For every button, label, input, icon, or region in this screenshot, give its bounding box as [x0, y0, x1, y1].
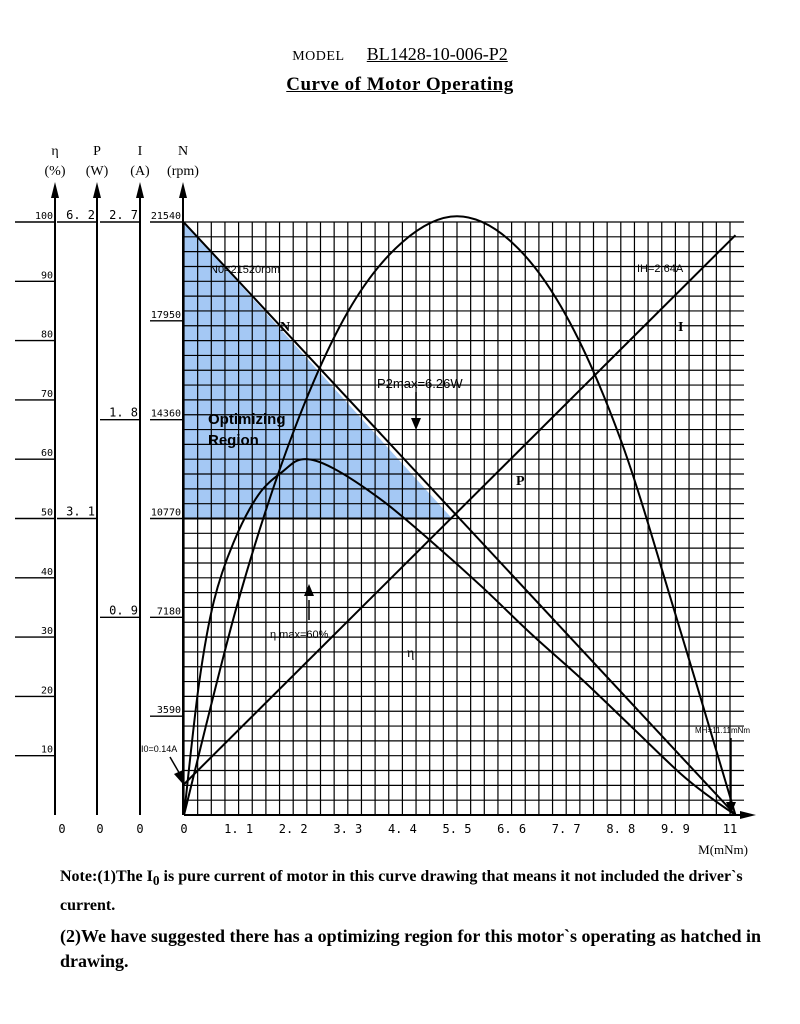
tick-label-eta: 50 [40, 507, 53, 519]
label-n0: N0=21520rpm [210, 264, 281, 276]
optimizing-region-label: Region [208, 432, 259, 449]
axis-arrow-I [136, 182, 144, 198]
curve-label-i: I [678, 320, 684, 335]
axis-zero-label: 0 [136, 822, 144, 836]
x-tick-label: 7. 7 [551, 822, 581, 836]
tick-label-P: 3. 1 [66, 504, 95, 519]
x-tick-label: 11 [722, 822, 738, 836]
tick-label-eta: 20 [40, 685, 53, 697]
axis-symbol-N: N [177, 144, 189, 159]
tick-label-I: 0. 9 [109, 603, 138, 618]
tick-label-N: 17950 [150, 309, 181, 321]
label-p2max: P2max=6.26W [377, 376, 463, 391]
tick-label-eta: 60 [40, 448, 53, 460]
chart-title: Curve of Motor Operating [286, 74, 514, 95]
x-tick-label: 6. 6 [497, 822, 527, 836]
x-tick-label: 5. 5 [442, 822, 472, 836]
tick-label-eta: 70 [40, 388, 53, 400]
note-1-text: is pure current of motor in this curve drawing that means it not included the driver`s current. [60, 868, 743, 915]
tick-label-N: 10770 [150, 507, 181, 519]
tick-label-N: 3590 [156, 705, 181, 717]
x-tick-label: 4. 4 [387, 822, 417, 836]
axis-symbol-I: I [137, 144, 143, 159]
curve-label-eta: η [407, 646, 415, 661]
x-tick-label: 9. 9 [660, 822, 690, 836]
axis-unit-P: (W) [85, 164, 109, 179]
axis-zero-label: 0 [58, 822, 66, 836]
axis-unit-eta: (%) [44, 164, 66, 179]
axis-unit-N: (rpm) [167, 164, 199, 179]
axis-symbol-P: P [93, 144, 101, 159]
tick-label-eta: 40 [40, 566, 53, 578]
tick-label-I: 2. 7 [109, 208, 138, 222]
label-eta-max: η max=60% [270, 629, 329, 641]
axis-unit-I: (A) [130, 164, 150, 179]
x-tick-label: 2. 2 [278, 822, 308, 836]
tick-label-P: 6. 2 [66, 208, 95, 222]
label-ih: IH=2.64A [637, 263, 684, 275]
tick-label-I: 1. 8 [109, 405, 138, 420]
x-axis-arrow [740, 811, 756, 819]
note-1 [60, 864, 780, 918]
tick-label-N: 21540 [150, 211, 181, 222]
tick-label-N: 7180 [156, 606, 181, 618]
optimizing-region-label: Optimizing [208, 411, 286, 428]
model-value: BL1428-10-006-P2 [366, 44, 508, 64]
axis-arrow-P [93, 182, 101, 198]
x-axis-title: M(mNm) [698, 842, 748, 857]
tick-label-eta: 80 [40, 329, 53, 341]
x-tick-label: 0 [180, 822, 188, 836]
note-1-prefix: Note:(1)The I [60, 868, 153, 885]
eta-max-arrow-head [304, 584, 314, 596]
label-i0: I0=0.14A [141, 744, 178, 754]
tick-label-N: 14360 [150, 408, 181, 420]
curve-label-p: P [516, 474, 525, 489]
x-tick-label: 1. 1 [224, 822, 254, 836]
x-tick-label: 8. 8 [606, 822, 636, 836]
note-1-subscript: 0 [152, 873, 160, 889]
curve-label-n: N [280, 320, 291, 335]
tick-label-eta: 90 [40, 270, 53, 282]
tick-label-eta: 30 [40, 626, 53, 638]
tick-label-eta: 100 [34, 211, 53, 222]
model-label: MODEL [292, 49, 345, 64]
axis-arrow-N [179, 182, 187, 198]
x-tick-label: 3. 3 [333, 822, 363, 836]
axis-symbol-eta: η [51, 144, 59, 159]
label-mh: MH=11.11mNm [695, 726, 751, 735]
axis-arrow-eta [51, 182, 59, 198]
note-2: (2)We have suggested there has a optimizing region for this motor`s operating as hatched in drawing. [60, 926, 761, 971]
axis-zero-label: 0 [96, 822, 104, 836]
tick-label-eta: 10 [40, 744, 53, 756]
p2max-arrow-head [411, 418, 421, 430]
